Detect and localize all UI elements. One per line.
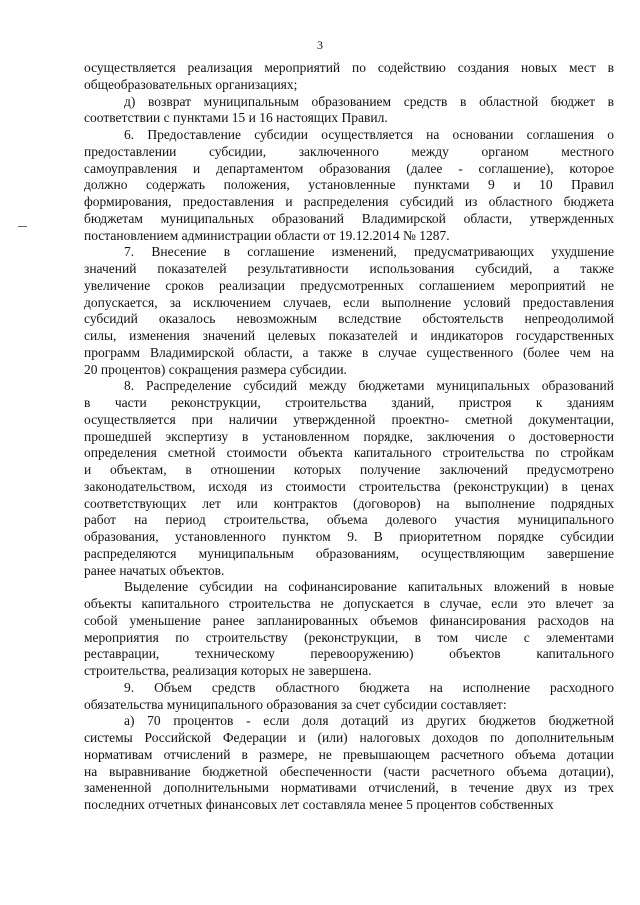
- text-line: на выравнивание бюджетной обеспеченности (части расчетного объема дотации),: [84, 763, 614, 779]
- paragraph: [84, 244, 614, 378]
- text-line: значений показателей результативности использования субсидий, а также: [84, 261, 614, 276]
- text-line: общеобразовательных организациях;: [84, 76, 298, 92]
- text-line: осуществляется реализация мероприятий по содействию создания новых мест в: [84, 60, 614, 75]
- text-line: замененной дополнительными нормативами отчислений, в течение двух из трех: [84, 780, 614, 796]
- text-line: а) 70 процентов - если доля дотаций из других бюджетов бюджетной: [124, 713, 614, 729]
- text-line: Выделение субсидии на софинансирование капитальных вложений в новые: [124, 579, 614, 595]
- text-line: формирования, предоставления и распределения субсидий из областного бюджета: [84, 194, 614, 209]
- text-line: 20 процентов) сокращения размера субсидии.: [84, 361, 347, 377]
- text-line: силы, изменения значений целевых показателей и индикаторов государственных: [84, 328, 614, 343]
- paragraph: [84, 60, 614, 94]
- text-line: постановлением администрации области от 19.12.2014 № 1287.: [84, 227, 450, 243]
- text-line: строительства, реализация которых не завершена.: [84, 663, 372, 678]
- text-line: нормативам отчислений в размере, не превышающем расчетного объема дотации: [84, 746, 614, 762]
- paragraph: [84, 579, 614, 680]
- text-line: образования, установленного пунктом 9. В приоритетном порядке субсидии: [84, 529, 614, 544]
- text-line: соответствии с пунктами 15 и 16 настоящих Правил.: [84, 110, 388, 126]
- text-line: собой уменьшение ранее запланированных объемов финансирования расходов на: [84, 612, 614, 628]
- text-line: субсидий оказалось невозможным вследствие обстоятельств непреодолимой: [84, 311, 614, 327]
- text-line: в части реконструкции, строительства зданий, пристроя к зданиям: [84, 395, 614, 410]
- text-line: предоставлении субсидии, заключенного между органом местного: [84, 143, 614, 159]
- text-line: должно содержать положения, установленные пунктами 9 и 10 Правил: [84, 177, 614, 193]
- text-line: 7. Внесение в соглашение изменений, предусматривающих ухудшение: [124, 244, 614, 260]
- text-line: бюджетам муниципальных образований Владимирской области, утвержденных: [84, 210, 614, 226]
- text-line: распределяются муниципальным образованиям, осуществляющим завершение: [84, 545, 614, 561]
- text-line: программ Владимирской области, а также в случае существенного (более чем на: [84, 344, 614, 360]
- text-line: ранее начатых объектов.: [84, 562, 225, 578]
- text-line: объекты капитального строительства не допускается в случае, если это влечет за: [84, 596, 614, 611]
- text-line: соответствующих лет или контрактов (договоров) на выполнение подрядных: [84, 495, 614, 511]
- text-line: законодательством, исходя из стоимости строительства (реконструкции) в ценах: [84, 478, 614, 494]
- text-line: д) возврат муниципальным образованием средств в областной бюджет в: [124, 93, 614, 109]
- paragraph: [84, 378, 614, 579]
- text-line: 9. Объем средств областного бюджета на исполнение расходного: [124, 679, 614, 695]
- text-line: реставрации, техническому перевооружению) объектов капитального: [84, 646, 614, 662]
- document-body: [84, 60, 614, 814]
- page-number: 3: [317, 38, 323, 52]
- text-line: системы Российской Федерации и (или) налоговых доходов по дополнительным: [84, 730, 614, 745]
- text-line: самоуправления и департаментом образования (далее - соглашение), которое: [84, 160, 614, 176]
- paragraph: [84, 680, 614, 714]
- text-line: обязательства муниципального образования за счет субсидии составляет:: [84, 696, 507, 712]
- text-line: и объектам, в отношении которых получение заключений предусмотрено: [84, 462, 614, 477]
- text-line: работ на период строительства, объема долевого участия муниципального: [84, 512, 614, 528]
- text-line: осуществляется при наличии утвержденной проектно- сметной документации,: [84, 411, 614, 427]
- paragraph: [84, 713, 614, 814]
- text-line: прошедшей экспертизу в установленном порядке, заключения о достоверности: [84, 428, 614, 444]
- text-line: мероприятия по строительству (реконструкции, в том числе с элементами: [84, 629, 614, 645]
- margin-mark: [18, 226, 27, 227]
- paragraph: [84, 127, 614, 244]
- text-line: 8. Распределение субсидий между бюджетами муниципальных образований: [124, 378, 614, 394]
- text-line: увеличение сроков реализации предусмотренных соглашением мероприятий не: [84, 277, 614, 293]
- text-line: 6. Предоставление субсидии осуществляется на основании соглашения о: [124, 127, 614, 142]
- text-line: определения сметной стоимости объекта капитального строительства по стройкам: [84, 445, 614, 461]
- text-line: допускается, за исключением случаев, если выполнение условий предоставления: [84, 294, 614, 310]
- paragraph: [84, 94, 614, 128]
- text-line: последних отчетных финансовых лет составляла менее 5 процентов собственных: [84, 797, 554, 812]
